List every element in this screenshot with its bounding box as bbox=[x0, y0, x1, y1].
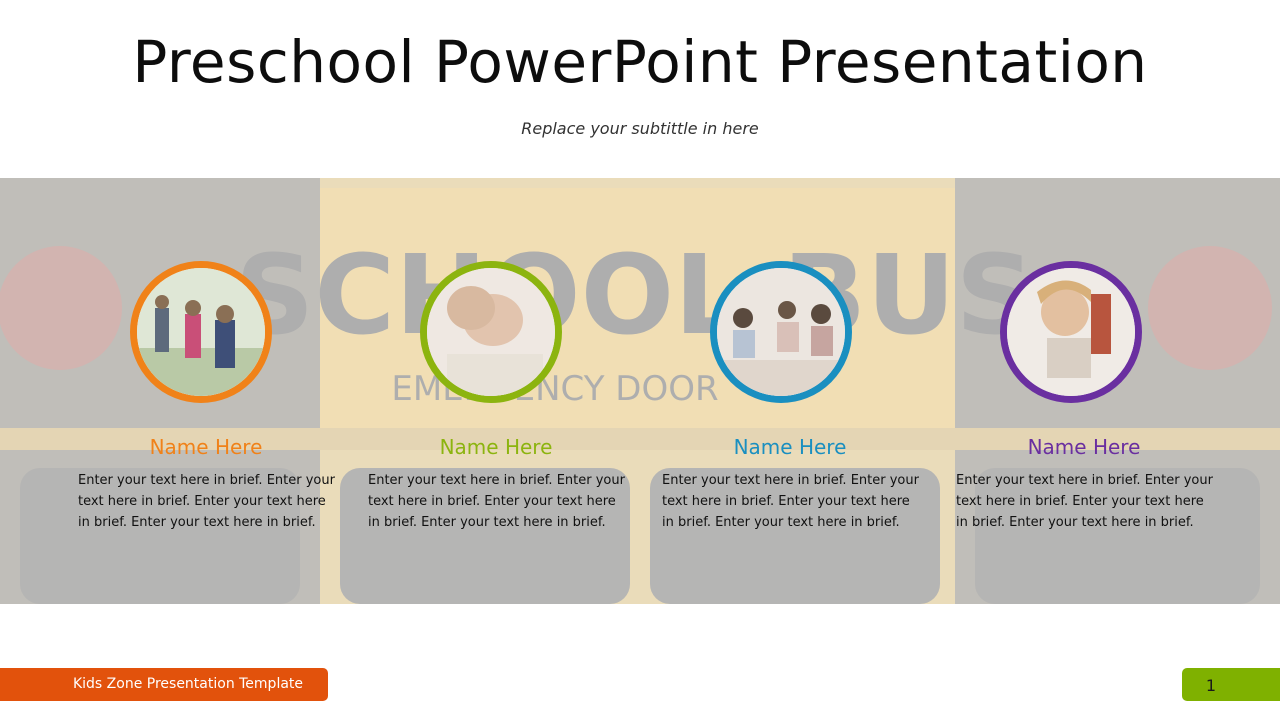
profile-name: Name Here bbox=[439, 435, 553, 459]
page-number: 1 bbox=[1205, 676, 1217, 695]
profile-name: Name Here bbox=[149, 435, 263, 459]
profile-photo-ring[interactable] bbox=[1000, 261, 1142, 403]
profile-card-2 bbox=[356, 178, 636, 604]
profile-description: Enter your text here in brief. Enter your text here in brief. Enter your text here in brief. Enter your text here in brief. bbox=[78, 473, 335, 530]
profile-card-1 bbox=[66, 178, 346, 604]
slide-title: Preschool PowerPoint Presentation bbox=[132, 28, 1148, 96]
slide-subtitle: Replace your subtittle in here bbox=[521, 119, 759, 138]
child-drawing-photo bbox=[427, 268, 555, 396]
children-playing-photo bbox=[137, 268, 265, 396]
page-number-badge bbox=[1182, 668, 1280, 701]
profile-card-4 bbox=[944, 178, 1224, 604]
profile-photo-ring[interactable] bbox=[420, 261, 562, 403]
profile-description: Enter your text here in brief. Enter your text here in brief. Enter your text here in brief. Enter your text here in brief. bbox=[368, 473, 625, 530]
classroom-photo bbox=[717, 268, 845, 396]
profile-description: Enter your text here in brief. Enter your text here in brief. Enter your text here in brief. Enter your text here in brief. bbox=[956, 473, 1213, 530]
profile-photo-ring[interactable] bbox=[710, 261, 852, 403]
profile-name: Name Here bbox=[733, 435, 847, 459]
school-bus-background-band bbox=[0, 178, 1280, 604]
child-thinking-photo bbox=[1007, 268, 1135, 396]
footer-template-badge bbox=[0, 668, 328, 701]
footer-template-label: Kids Zone Presentation Template bbox=[72, 676, 304, 692]
profile-name: Name Here bbox=[1027, 435, 1141, 459]
profile-description: Enter your text here in brief. Enter your text here in brief. Enter your text here in brief. Enter your text here in brief. bbox=[662, 473, 919, 530]
profile-card-3 bbox=[650, 178, 930, 604]
profile-photo-ring[interactable] bbox=[130, 261, 272, 403]
